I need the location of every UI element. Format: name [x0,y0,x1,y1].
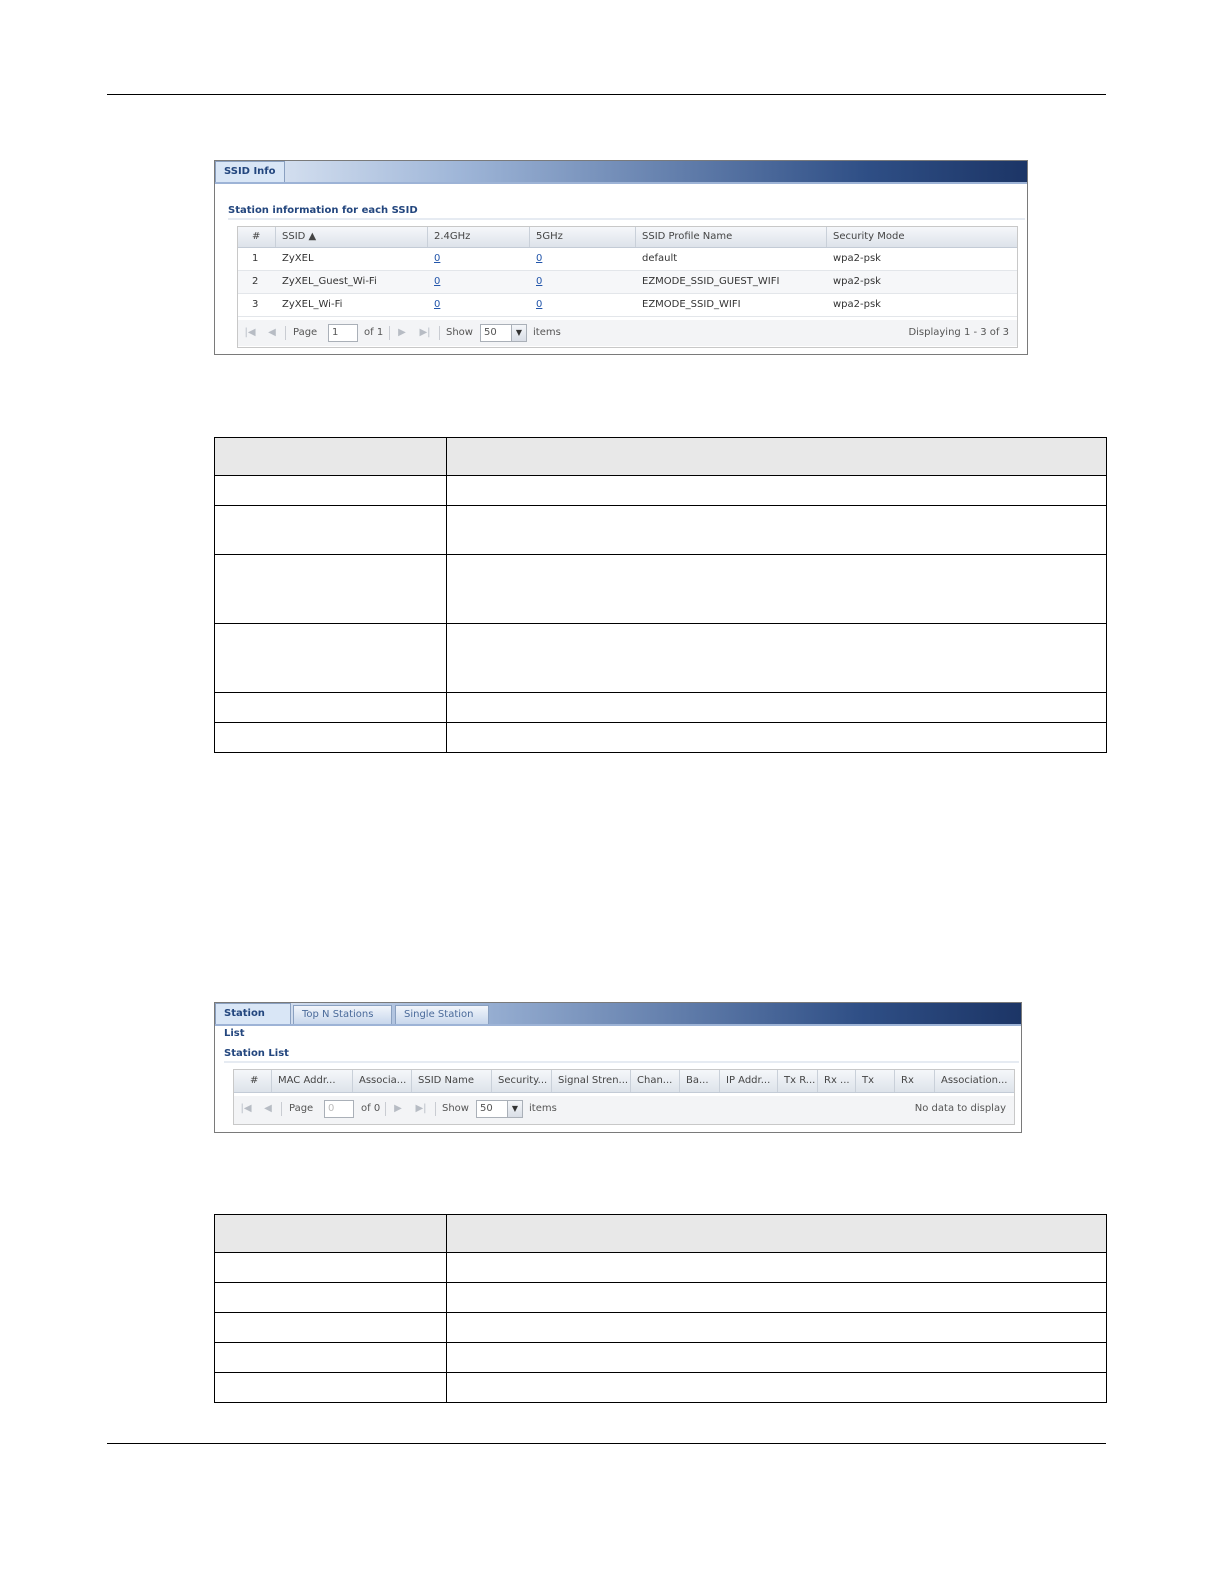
tab-ssid-info[interactable]: SSID Info [215,161,285,184]
table-cell [215,723,447,753]
table-cell [215,693,447,723]
table-cell [215,1283,447,1313]
tab-bar [215,1003,1021,1039]
section-title: Station List [224,1048,289,1059]
row-security-mode: wpa2-psk [833,276,881,287]
table-row [215,476,1107,506]
next-page-icon[interactable]: ▶ [394,1103,402,1114]
ssid-grid [237,226,1018,348]
first-page-icon[interactable]: |◀ [244,327,256,338]
station-count-link[interactable]: 0 [434,253,441,264]
page-total-label: of 1 [364,327,384,338]
footer-rule [107,1443,1106,1444]
row-profile-name: EZMODE_SSID_WIFI [642,299,741,310]
table-row [215,693,1107,723]
column-header-rx[interactable]: Rx [895,1070,935,1092]
last-page-icon[interactable]: ▶| [415,1103,427,1114]
row-5ghz-count[interactable] [530,271,542,293]
pager-divider [439,326,440,340]
display-status: Displaying 1 - 3 of 3 [908,327,1009,338]
table-cell [215,506,447,555]
page-total-label: of 0 [361,1103,381,1114]
tab-single-station[interactable]: Single Station [395,1005,489,1024]
ssid-info-panel [214,160,1028,355]
table-cell [215,438,447,476]
column-header-security[interactable]: Security... [492,1070,552,1092]
row-security-mode: wpa2-psk [833,253,881,264]
row-number: 1 [252,253,259,264]
table-row [215,1373,1107,1403]
table-cell [215,1313,447,1343]
table-cell [447,438,1107,476]
column-header-ssid[interactable]: SSID ▲ [276,227,428,247]
row-security-mode: wpa2-psk [833,299,881,310]
column-header-number[interactable]: # [234,1070,272,1092]
station-count-link[interactable]: 0 [536,253,543,264]
table-row[interactable] [238,271,1017,294]
table-cell [447,624,1107,693]
column-header-security-mode[interactable]: Security Mode [833,231,905,242]
column-header-tx-rate[interactable]: Tx R... [778,1070,818,1092]
column-header-5ghz[interactable]: 5GHz [530,227,636,247]
column-header-rx-rate[interactable]: Rx ... [818,1070,856,1092]
row-profile-name: default [642,253,678,264]
table-cell [447,693,1107,723]
column-header-number[interactable]: # [238,227,276,247]
table-cell [215,1253,447,1283]
table-row [215,1343,1107,1373]
tab-station-list[interactable]: Station List [215,1003,291,1026]
row-number: 3 [252,299,259,310]
section-divider [224,1061,1019,1063]
page-size-value: 50 [480,1103,493,1114]
column-header-channel[interactable]: Chan... [631,1070,680,1092]
row-ssid: ZyXEL [282,253,314,264]
table-cell [447,1313,1107,1343]
column-header-association[interactable]: Associa... [353,1070,412,1092]
row-5ghz-count[interactable] [530,294,542,316]
grid-header [234,1070,1014,1093]
page-number-input[interactable]: 0 [324,1100,354,1118]
row-2-4ghz-count[interactable] [428,294,440,316]
table-cell [447,1343,1107,1373]
table-cell [447,1215,1107,1253]
description-table-1 [214,437,1107,753]
pager-divider [281,1102,282,1116]
pagination-bar [234,1096,1014,1124]
table-row [215,1283,1107,1313]
column-header-mac-address[interactable]: MAC Addr... [272,1070,353,1092]
section-divider [228,218,1025,220]
table-row [215,723,1107,753]
table-cell [447,1373,1107,1403]
header-rule [107,94,1106,95]
page-size-select[interactable] [480,324,527,342]
table-header-row [215,1215,1107,1253]
column-header-association-time[interactable]: Association... [941,1075,1008,1086]
description-table-2 [214,1214,1107,1403]
prev-page-icon[interactable]: ◀ [268,327,276,338]
table-cell [215,476,447,506]
row-ssid: ZyXEL_Guest_Wi-Fi [282,276,377,287]
table-cell [447,476,1107,506]
station-count-link[interactable]: 0 [536,276,543,287]
dropdown-arrow-icon[interactable]: ▼ [507,1101,522,1117]
tab-bar [215,161,1027,182]
table-row[interactable] [238,294,1017,317]
column-header-band[interactable]: Ba... [680,1070,720,1092]
next-page-icon[interactable]: ▶ [398,327,406,338]
row-2-4ghz-count[interactable] [428,248,440,270]
row-number: 2 [252,276,259,287]
items-label: items [529,1103,557,1114]
row-5ghz-count[interactable] [530,248,542,270]
table-cell [447,506,1107,555]
table-row [215,506,1107,555]
pager-divider [389,326,390,340]
table-row [215,1253,1107,1283]
table-cell [447,555,1107,624]
station-count-link[interactable]: 0 [536,299,543,310]
pagination-bar [238,320,1017,346]
table-row [215,555,1107,624]
pager-divider [435,1102,436,1116]
grid-header [238,227,1017,248]
table-row [215,1313,1107,1343]
table-row [215,624,1107,693]
pager-divider [285,326,286,340]
station-list-panel [214,1002,1022,1133]
display-status: No data to display [914,1103,1006,1114]
row-ssid: ZyXEL_Wi-Fi [282,299,343,310]
tab-top-n-stations[interactable]: Top N Stations [293,1005,392,1024]
table-cell [215,624,447,693]
last-page-icon[interactable]: ▶| [419,327,431,338]
table-header-row [215,438,1107,476]
station-grid [233,1069,1015,1125]
page-label: Page [289,1103,314,1114]
items-label: items [533,327,561,338]
page-size-select[interactable] [476,1100,523,1118]
row-2-4ghz-count[interactable] [428,271,440,293]
row-profile-name: EZMODE_SSID_GUEST_WIFI [642,276,780,287]
table-cell [447,1283,1107,1313]
page-size-value: 50 [484,327,497,338]
table-cell [215,1215,447,1253]
column-header-ssid-name[interactable]: SSID Name [412,1070,492,1092]
first-page-icon[interactable]: |◀ [240,1103,252,1114]
show-label: Show [442,1103,469,1114]
column-header-tx[interactable]: Tx [856,1070,895,1092]
station-count-link[interactable]: 0 [434,276,441,287]
show-label: Show [446,327,473,338]
table-cell [215,1343,447,1373]
table-cell [215,1373,447,1403]
column-header-ip-address[interactable]: IP Addr... [720,1070,778,1092]
station-count-link[interactable]: 0 [434,299,441,310]
prev-page-icon[interactable]: ◀ [264,1103,272,1114]
table-cell [447,1253,1107,1283]
table-row[interactable] [238,248,1017,271]
column-header-signal-strength[interactable]: Signal Stren... [552,1070,631,1092]
table-cell [447,723,1107,753]
dropdown-arrow-icon[interactable]: ▼ [511,325,526,341]
pager-divider [385,1102,386,1116]
page-number-input[interactable]: 1 [328,324,358,342]
table-cell [215,555,447,624]
section-title: Station information for each SSID [228,205,418,216]
page-label: Page [293,327,318,338]
column-header-ssid-profile-name[interactable]: SSID Profile Name [636,227,827,247]
column-header-2-4ghz[interactable]: 2.4GHz [428,227,530,247]
